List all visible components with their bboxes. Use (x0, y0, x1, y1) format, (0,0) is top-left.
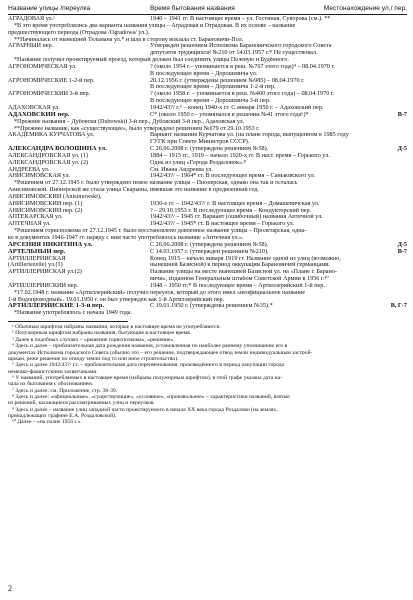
location: Д-5 (397, 240, 407, 248)
naming-period: 1942/43?/ – 1945 гг. Вариант (ошибочный) названия Аптечной ул. (150, 214, 323, 221)
naming-period: 1930-е гг. – 1942/43?/ г. В настоящее время – Домашевичская ул. (150, 200, 320, 207)
table-row (8, 221, 407, 228)
footnote: ⁹ Здесь и далее – название улиц западной части проектируемого в начале XX века города Роздалово (на землях, (12, 406, 278, 413)
table-row (8, 208, 407, 215)
footnotes (8, 324, 407, 426)
entry-note: *Решением от 27.12.1945 г. было утверждено новое название улицы – Пионерская, однако она так и осталась (14, 180, 298, 187)
header-location: Местонахождение ул./ пер. (323, 5, 407, 12)
table-row (8, 167, 407, 174)
naming-period: 20.12.1956 г. (утверждены решением №985) – 08.04.1970 г. (150, 77, 305, 84)
table-header (8, 3, 407, 15)
street-list (8, 16, 407, 317)
naming-period: нынешней Базисной) в период оккупации Барановичей германцами. (150, 262, 330, 269)
entry-note: **Прежнее название, как «существующее», было утверждено решением №679 от 29.10.1953 г. (14, 125, 260, 132)
table-row (8, 146, 407, 153)
street-name: АРСЕНИЯ НИКИТИНА ул. (8, 241, 93, 248)
entry-note: *Прежние названия – Дубовски (Dubowski) 3-й пер., Дубовский 3-й пер., Адаховская ул. (14, 118, 245, 125)
street-name: АГРАДОВАЯ ул.¹ (8, 16, 56, 22)
table-row (8, 262, 407, 269)
naming-period: 1942/43?/ – 1945* гг. В настоящее время – Горького ул. (150, 221, 295, 228)
naming-period: Конец 1915 – начало января 1919 гг. Название одной из улиц (возможно, (150, 255, 341, 262)
street-name: АДАХОВСКИЙ пер. (8, 111, 70, 118)
footnote: ⁴ Здесь и далее – приблизительная дата рождения названия, установленная по наиболее раннему упоминанию его в (12, 343, 288, 350)
naming-period: вичи», изданном Генеральным штабом Советской Армии в 1956 г.¹⁰ (150, 276, 329, 283)
footnote: ⁸ Здесь и далее: «официальные», «существующие», «условное», «произвольное» – характеристики названий, взятые (12, 393, 290, 400)
table-row (8, 194, 407, 201)
footnote: ¹ Обычным шрифтом набраны названия, которые в настоящее время не употребляются. (12, 324, 221, 331)
street-name: АГРАРНЫЙ пер. (8, 43, 54, 50)
footnote-separator (8, 321, 128, 322)
location: В-7 (397, 110, 407, 118)
table-row (8, 132, 407, 139)
table-row (8, 283, 407, 290)
table-row (8, 84, 407, 91)
naming-period: С 19.01.1950 г. (утверждены решением №35).* (150, 303, 273, 310)
footnote: ³ Далее в подобных случаях – «решение горисполкома», «решение». (12, 336, 175, 343)
naming-period: 1942/43?/ – 1964* гг. В последующее время – Саньковского ул. (150, 173, 316, 180)
table-row (8, 43, 407, 50)
naming-period: ? (около 1954 г.– упоминается в реш. №767 этого года)⁴ – 08.04.1970 г. (150, 63, 335, 70)
entry-note: *Решением горисполкома от 27.12.1945 г. было восстановлено довоенное название улицы – Пролетарская, одна- (14, 228, 307, 235)
table-row (8, 160, 407, 167)
footnote: принадлежащих графине Е.А. Роздаловской). (8, 412, 117, 419)
naming-period: ГУГК при Совете Министров СССР). (150, 139, 250, 146)
naming-period: Вариант названия Курчатова ул. (на плане города, выпущенном в 1985 году (150, 132, 349, 139)
footnote: ¹⁰ Далее – «на плане 1956 г.». (12, 419, 82, 426)
street-name: АПТЕЧНАЯ ул. (8, 221, 51, 228)
entry-note: *17.02.1948 г. название «Артиллерийский» получил переулок, который до этого имел «неофициальное название (14, 289, 306, 296)
street-name: АРТЕЛЬНЫЙ пер. (8, 248, 66, 255)
street-name: АДАХОВСКАЯ ул. (8, 104, 60, 111)
naming-period: В последующее время – Дорошевича ул. (150, 70, 258, 77)
street-name: АНИСИМОВСКИЙ пер. (2) (8, 207, 83, 214)
naming-period: В последующее время – Дорошевича 3-й пер. (150, 98, 271, 105)
entry-note: 1-й Водопроводный». 19.01.1950 г. он был утвержден как 1-й Артиллерийский пер. (8, 296, 225, 303)
footnote: ² Полужирным шрифтом набраны названия, бытующие в настоящее время. (12, 330, 192, 337)
document-page (8, 3, 407, 426)
street-name: АГРОНОМИЧЕСКИЙ 3-й пер. (8, 91, 91, 98)
street-name: АРТИЛЛЕРИЙСКАЯ (8, 255, 66, 262)
street-name: АГРОНОМИЧЕСКАЯ ул. (8, 63, 77, 70)
street-name: АЛЕКСАНДРА ВОЛОШИНА ул. (8, 146, 107, 153)
naming-period: 1940 – 1941 гг. В настоящее время – ул. Гостиная, Суворова (см.). ** (150, 16, 331, 22)
table-row (8, 64, 407, 71)
footnote: документах Исполкома городского Совета (обычно это – его решение, подтверждающее отвод земли индивидуальным застрой- (8, 349, 313, 356)
table-row (8, 256, 407, 263)
entry-note: *Название получил проектируемый проезд, который должен был соединить улицы Полевую и Будённого. (14, 57, 289, 64)
entry-note: *Название употреблялось с начала 1949 года. (14, 310, 132, 317)
location: В-7 (397, 247, 407, 255)
naming-period: С 26.06.2008 г. (утверждена решением №58). (150, 241, 269, 248)
location: Д-5 (397, 145, 407, 153)
table-row (8, 214, 407, 221)
table-row (8, 201, 407, 208)
naming-period: См. Ивана Андреева ул. (150, 166, 213, 173)
entry-note: *В это время употреблялись два варианта названия улицы – Аградовая и Отрадовая. В их основе – название (14, 22, 296, 29)
table-row (8, 269, 407, 276)
naming-period: 1948 – 1950 гг.* В последующее время – Артиллерийский 1-й пер. (150, 282, 325, 289)
street-name: (Artilleriezeile) ул.(1) (8, 262, 63, 269)
footnote: из решений, касающиеся рассматриваемых улиц и переулков. (8, 400, 155, 407)
table-row (8, 112, 407, 119)
header-period: Время бытования названия (150, 5, 235, 12)
entry-note: предшествующего периода (Отрадова /Ogradowa/ ул.). (8, 29, 150, 36)
street-name: АНИСИМОВСКАЯ ул. (8, 173, 70, 180)
entry-note: **Начиналась от нынешней Тельмана ул.* и шла в сторону вокзала ст. Барановичи-Пол. (14, 36, 244, 43)
header-name: Название улицы /переулка (8, 5, 91, 12)
naming-period: В последующее время – Дорошевича 1-2-й пер. (150, 84, 276, 91)
entry-note: Анисимовской. Пионерской же стала улица Скарыны, имевшая это название в предвоенный год. (8, 187, 259, 194)
page-number: 2 (8, 584, 12, 593)
footnote: чала их бытования с обоснованием. (8, 381, 94, 388)
naming-period: депутатов трудящихся² №210 от 14.03.1957 г.* Не существовал. (150, 50, 318, 57)
naming-period: Утвержден решением Исполкома Барановичского городского Совета (150, 43, 332, 50)
naming-period: С 14.03.1957 г. (утвержден решением №210). (150, 248, 269, 255)
naming-period: С 26.06.2008 г. (утверждена решением №58). (150, 146, 269, 153)
street-name: АРТИЛЛЕРИЙСКИЙ пер. (8, 282, 79, 289)
table-row (8, 153, 407, 160)
footnote: щикам, реже решение по отводу земли под то или иное строительство). (8, 355, 179, 362)
footnote: ⁵ Здесь и далее 1942/43?/ г.г. – приблизительная дата переименования, произведённого в период оккупации города (12, 362, 285, 369)
location: В, Г-7 (390, 302, 407, 310)
naming-period: 1884 – 1915 гг., 1919 – начало 1920-х гг. В наст. время – Горького ул. (150, 152, 330, 159)
table-row (8, 71, 407, 78)
table-row (8, 276, 407, 283)
table-row (8, 173, 407, 180)
table-row (8, 98, 407, 105)
street-name: АЛЕКСАНДРОВСКАЯ ул. (2) (8, 159, 89, 166)
footnote: немецко-фашистскими захватчиками. (8, 368, 98, 375)
table-row (8, 50, 407, 57)
street-name: АРТИЛЛЕРИЙСКАЯ ул.(2) (8, 269, 82, 276)
naming-period: 1942/43?/ г.⁵ – конец 1940-х гг. С января 1950 г. – Адаховский пер. (150, 104, 324, 111)
table-row (8, 78, 407, 85)
table-row (8, 16, 407, 23)
entry-note: ко в документах 1946-1947 гг. наряду с ним часто употреблялось название «Аптечная ул.». (8, 235, 244, 241)
street-name: АГРОНОМИЧЕСКИЕ 1-2-й пер. (8, 77, 95, 84)
footnote: ⁶ У названий, употребляемых в настоящее время (набраны полужирным шрифтом), в этой графе указана дата на- (12, 374, 282, 381)
table-row (8, 242, 407, 249)
naming-period: ? – 29.10.1953 г. В последующее время – Кондукторский пер. (150, 207, 312, 214)
street-name: АРТИЛЛЕРИЙСКИЕ 1-3-й пер. (8, 303, 105, 310)
naming-period: ? (около 1958 г. – упоминается в реш. №400 этого года) – 08.04.1970 г. (150, 91, 335, 98)
street-name: АЛЕКСАНДРОВСКАЯ ул. (1) (8, 152, 89, 159)
street-name: АНИСИМОВСКИЙ пер. (1) (8, 200, 83, 207)
street-name: АНДРЕЕВА ул. (8, 166, 50, 173)
footnote: ⁷ Здесь и далее: см. Приложение, стр. 38-39. (12, 387, 118, 394)
naming-period: С* (около 1950 г.– упомянался в решении №41 этого года⁶)* (150, 111, 309, 118)
table-row (8, 139, 407, 146)
naming-period: Название улицы на месте нынешней Базисной ул. на «Плане г. Барано- (150, 269, 337, 276)
street-name: АКАДЕМИКА КУРЧАТОВА ул. (8, 132, 95, 139)
street-name: АНИСИМОВСКИЙ (Anisimowski), (8, 193, 102, 200)
table-row (8, 249, 407, 256)
table-row (8, 105, 407, 112)
table-row (8, 303, 407, 310)
naming-period: Одна из улиц «Города Роздаловок».⁸ (150, 159, 246, 166)
table-row (8, 91, 407, 98)
street-name: АПТЕКАРСКАЯ ул. (8, 214, 63, 221)
